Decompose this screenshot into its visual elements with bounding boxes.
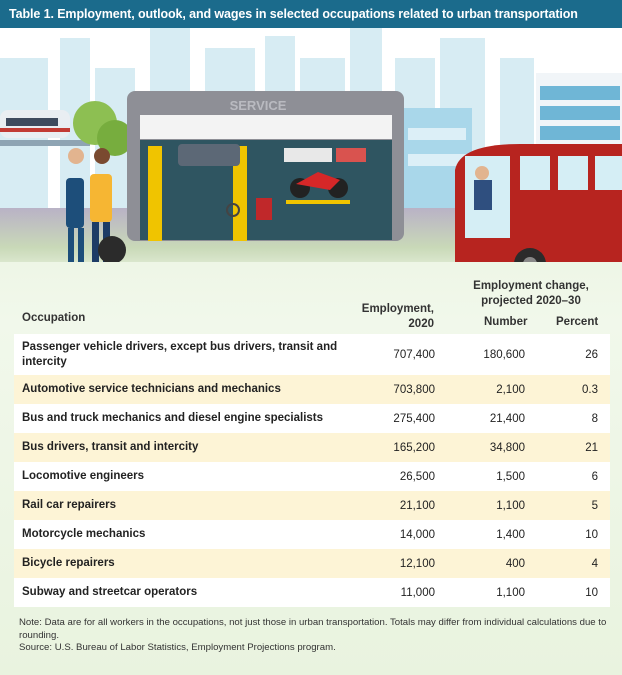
occupation-cell: Rail car repairers [22, 499, 116, 511]
change-percent-cell: 8 [591, 412, 598, 425]
table-row [14, 404, 610, 433]
change-number-cell: 21,400 [489, 412, 525, 425]
change-number-cell: 1,100 [496, 499, 525, 512]
change-percent-cell: 4 [591, 557, 598, 570]
employment-cell: 11,000 [400, 586, 435, 599]
table-title: Table 1. Employment, outlook, and wages in selected occupations related to urban transportation [0, 0, 622, 28]
occupation-cell: Bicycle repairers [22, 557, 115, 569]
change-number-cell: 34,800 [489, 441, 525, 454]
header-number: Number [484, 316, 528, 328]
employment-cell: 165,200 [393, 441, 435, 454]
occupation-cell: Bus drivers, transit and intercity [22, 441, 199, 453]
employment-cell: 26,500 [399, 470, 435, 483]
change-number-cell: 1,400 [496, 528, 525, 541]
occupation-cell: Motorcycle mechanics [22, 528, 146, 540]
employment-cell: 12,100 [399, 557, 435, 570]
urban-transportation-illustration [0, 28, 622, 280]
employment-cell: 707,400 [393, 348, 435, 361]
source-text: Source: U.S. Bureau of Labor Statistics, Employment Projections program. [19, 642, 336, 653]
employment-cell: 14,000 [399, 528, 435, 541]
table-row [14, 462, 610, 491]
table-row [14, 491, 610, 520]
change-percent-cell: 26 [585, 348, 598, 361]
change-percent-cell: 10 [585, 528, 598, 541]
occupation-cell: Subway and streetcar operators [22, 586, 198, 598]
change-percent-cell: 10 [585, 586, 598, 599]
change-number-cell: 180,600 [483, 348, 525, 361]
occupation-cell: Passenger vehicle drivers, except bus drivers, transit and intercity [22, 340, 338, 368]
header-employment-change: Employment change, projected 2020–30 [473, 280, 589, 307]
bus [455, 144, 622, 280]
occupation-cell: Locomotive engineers [22, 470, 145, 482]
note-text: Note: Data are for all workers in the occupations, not just those in urban transportation. Totals may differ from individual calculations due to rounding. [19, 617, 607, 641]
garage [127, 91, 404, 241]
table-row [14, 520, 610, 549]
table-row [14, 375, 610, 404]
table-row [14, 578, 610, 607]
table-row [14, 549, 610, 578]
table-row [14, 334, 610, 375]
garage-sign: SERVICE [229, 98, 287, 113]
table-row [14, 433, 610, 462]
change-percent-cell: 5 [591, 499, 598, 512]
table-notes [19, 617, 614, 655]
header-percent: Percent [556, 316, 599, 328]
change-percent-cell: 0.3 [582, 383, 598, 396]
employment-cell: 21,100 [399, 499, 435, 512]
employment-table [0, 262, 622, 675]
change-percent-cell: 6 [591, 470, 598, 483]
table-body [14, 334, 610, 607]
occupation-cell: Automotive service technicians and mechanics [22, 383, 281, 395]
change-number-cell: 1,100 [496, 586, 525, 599]
header-occupation: Occupation [22, 312, 86, 324]
header-employment-2020: Employment, 2020 [361, 303, 434, 330]
employment-cell: 275,400 [393, 412, 435, 425]
change-percent-cell: 21 [585, 441, 598, 454]
change-number-cell: 2,100 [496, 383, 525, 396]
change-number-cell: 400 [505, 557, 525, 570]
change-number-cell: 1,500 [496, 470, 525, 483]
occupation-cell: Bus and truck mechanics and diesel engine specialists [22, 412, 324, 424]
employment-cell: 703,800 [393, 383, 435, 396]
